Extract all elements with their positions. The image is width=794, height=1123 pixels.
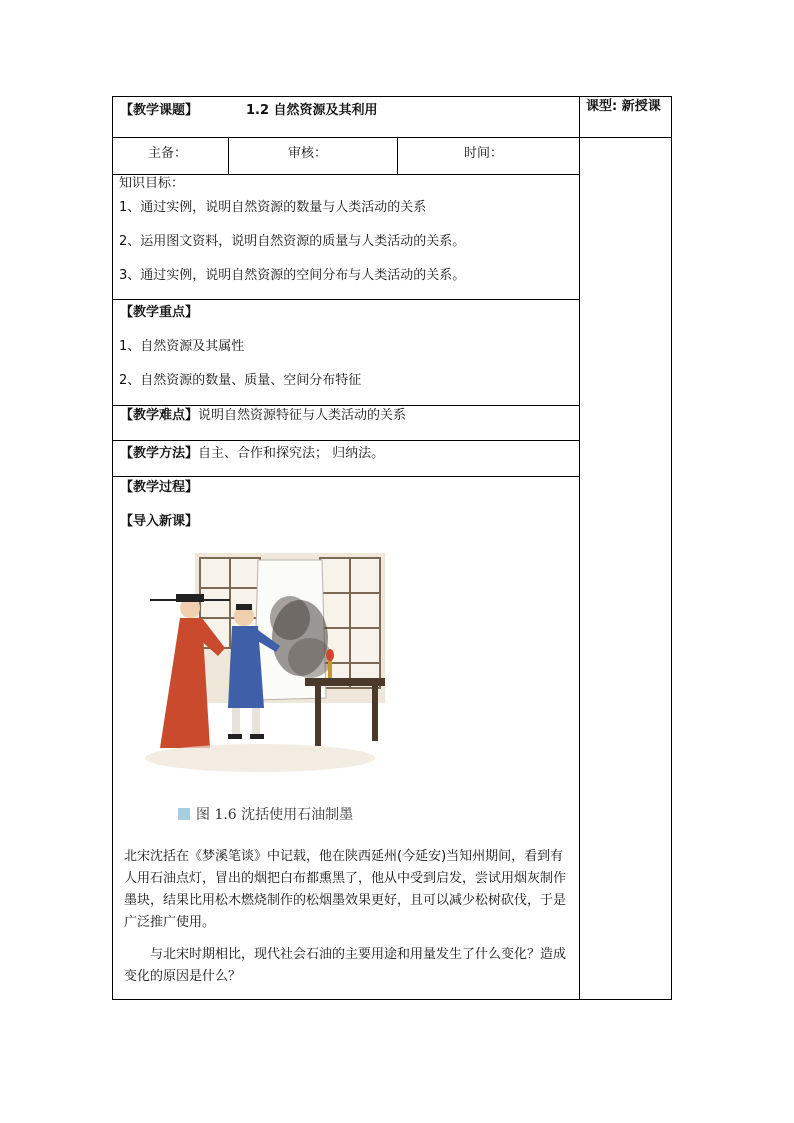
main-prep-label: 主备： [148, 146, 188, 161]
story-paragraph: 北宋沈括在《梦溪笔谈》中记载，他在陕西延州(今延安)当知州期间，看到有人用石油点灯，冒出的烟把白布都熏黑了，他从中受到启发，尝试用烟灰制作墨块，结果比用松木燃烧制作的松烟墨效果更好，且可以减少松树砍伐，于是广泛推广使用。 [124, 849, 567, 930]
cell-divider [228, 137, 229, 175]
row-divider [579, 137, 672, 138]
row-divider [112, 440, 580, 441]
time-label: 时间： [464, 146, 504, 161]
topic-label: 【教学课题】 [120, 103, 199, 118]
key-point-item: 2、自然资源的数量、质量、空间分布特征 [119, 373, 362, 388]
objective-item: 2、运用图文资料，说明自然资源的质量与人类活动的关系。 [119, 234, 466, 249]
difficulty-text: 说明自然资源特征与人类活动的关系 [198, 408, 407, 423]
process-label: 【教学过程】 [120, 480, 199, 495]
row-divider [112, 174, 580, 175]
key-points-label: 【教学重点】 [120, 305, 199, 320]
difficulty-row [120, 408, 406, 424]
shen-kuo-illustration [140, 548, 390, 788]
figure-caption-text: 图 1.6 沈括使用石油制墨 [196, 807, 354, 823]
lesson-type: 课型: 新授课 [586, 99, 661, 114]
objective-item: 1、通过实例，说明自然资源的数量与人类活动的关系 [119, 200, 427, 215]
topic-title: 1.2 自然资源及其利用 [246, 103, 378, 118]
intro-label: 【导入新课】 [120, 514, 199, 529]
method-label: 【教学方法】 [120, 446, 199, 461]
review-label: 审核： [288, 146, 328, 161]
row-divider [112, 299, 580, 300]
question-paragraph: 与北宋时期相比，现代社会石油的主要用途和用量发生了什么变化？造成变化的原因是什么？ [124, 947, 567, 984]
method-text: 自主、合作和探究法； 归纳法。 [198, 446, 385, 461]
objectives-title: 知识目标： [119, 176, 185, 191]
row-divider [112, 405, 580, 406]
objective-item: 3、通过实例，说明自然资源的空间分布与人类活动的关系。 [119, 268, 466, 283]
caption-marker-icon [178, 808, 190, 820]
figure-caption [178, 807, 353, 823]
cell-divider [397, 137, 398, 175]
row-divider [112, 137, 580, 138]
row-divider [112, 476, 580, 477]
key-point-item: 1、自然资源及其属性 [119, 339, 245, 354]
side-column-frame [579, 96, 672, 1000]
method-row [120, 446, 384, 462]
difficulty-label: 【教学难点】 [120, 408, 199, 423]
